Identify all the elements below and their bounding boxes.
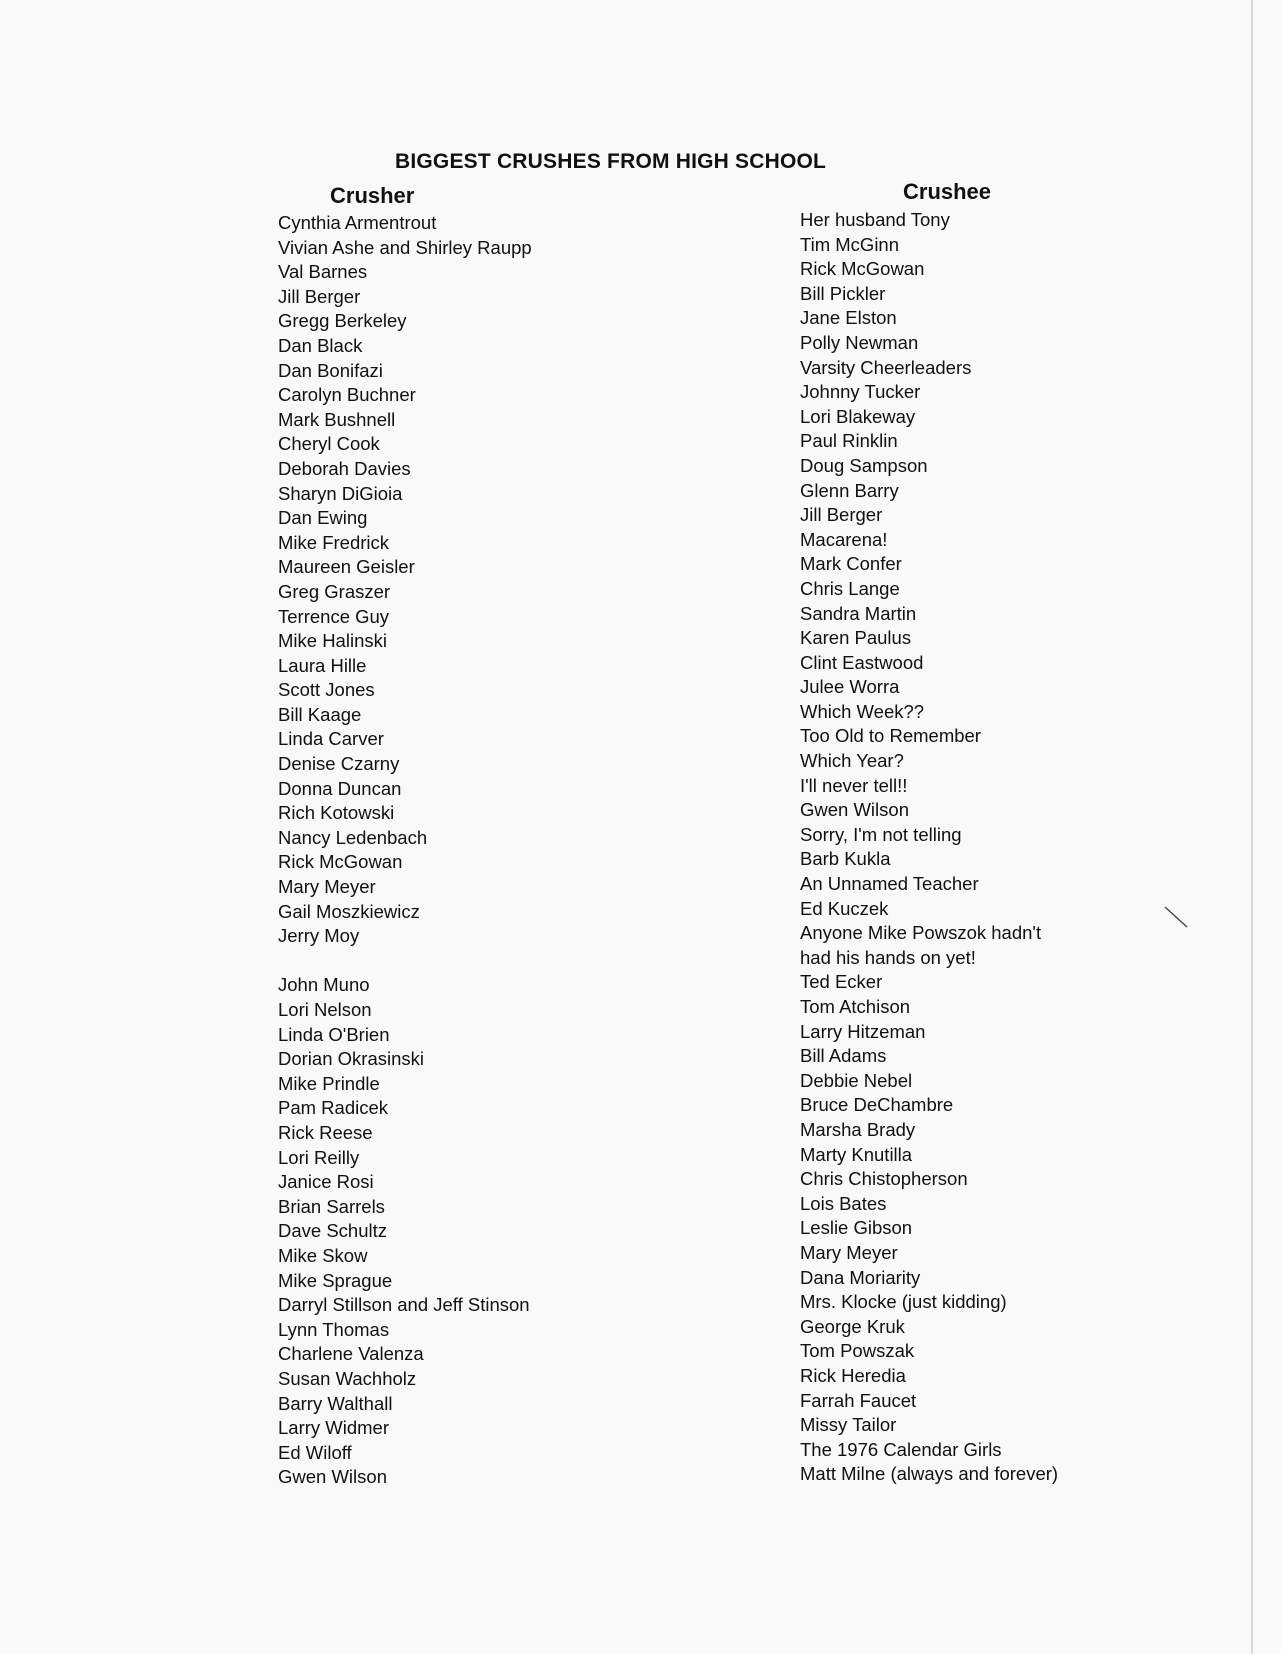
crusher-name: Nancy Ledenbach — [278, 826, 428, 848]
crushee-name: Tom Powszak — [800, 1340, 915, 1362]
crushee-name: Clint Eastwood — [800, 651, 924, 673]
crushee-name: Larry Hitzeman — [800, 1020, 926, 1042]
crusher-name: Larry Widmer — [278, 1417, 390, 1439]
crusher-name: Jill Berger — [278, 285, 361, 307]
crusher-name: Brian Sarrels — [278, 1195, 385, 1217]
crusher-name: Lori Reilly — [278, 1146, 360, 1168]
crushee-name: Tim McGinn — [800, 233, 900, 255]
crushee-name: I'll never tell!! — [800, 774, 908, 796]
crusher-name: Maureen Geisler — [278, 556, 415, 578]
crusher-name: Donna Duncan — [278, 777, 402, 799]
crusher-name: Ed Wiloff — [278, 1441, 352, 1463]
crusher-name: Janice Rosi — [278, 1171, 374, 1193]
crushee-name: had his hands on yet! — [800, 946, 976, 968]
crusher-name: Scott Jones — [278, 679, 375, 701]
crushee-name: George Kruk — [800, 1315, 905, 1337]
crusher-name — [278, 949, 532, 974]
crusher-list — [278, 211, 532, 1490]
crusher-name: Linda O'Brien — [278, 1023, 390, 1045]
crusher-name: Vivian Ashe and Shirley Raupp — [278, 236, 532, 258]
crusher-name: Mike Halinski — [278, 630, 387, 652]
crushee-name: Bill Pickler — [800, 282, 886, 304]
crusher-name: Mike Prindle — [278, 1072, 380, 1094]
crusher-name: Mark Bushnell — [278, 408, 396, 430]
crusher-column-header: Crusher — [330, 183, 415, 208]
crusher-name: Mike Sprague — [278, 1269, 393, 1291]
crusher-name: Lynn Thomas — [278, 1318, 390, 1340]
crushee-name: The 1976 Calendar Girls — [800, 1438, 1002, 1460]
crushee-name: Marsha Brady — [800, 1118, 916, 1140]
crushee-list — [800, 208, 1058, 1487]
crushee-name: Too Old to Remember — [800, 725, 981, 747]
crusher-name: Dave Schultz — [278, 1220, 387, 1242]
crusher-name: Val Barnes — [278, 261, 368, 283]
crusher-name: Mike Skow — [278, 1244, 368, 1266]
crusher-name: Jerry Moy — [278, 925, 360, 947]
crusher-name: Cynthia Armentrout — [278, 212, 437, 233]
crushee-name: Doug Sampson — [800, 454, 928, 476]
crusher-name: John Muno — [278, 974, 370, 996]
crusher-name: Gregg Berkeley — [278, 310, 407, 332]
crusher-name: Dan Black — [278, 334, 363, 356]
crushee-name: An Unnamed Teacher — [800, 873, 979, 895]
crushee-name: Farrah Faucet — [800, 1389, 917, 1411]
crushee-name: Paul Rinklin — [800, 430, 898, 452]
crushee-name: Lori Blakeway — [800, 405, 916, 427]
page-title: BIGGEST CRUSHES FROM HIGH SCHOOL — [395, 150, 827, 173]
crusher-name: Susan Wachholz — [278, 1367, 417, 1389]
crushee-name: Julee Worra — [800, 676, 900, 698]
crusher-name: Bill Kaage — [278, 703, 362, 725]
page-edge — [1251, 0, 1253, 1654]
crusher-name: Terrence Guy — [278, 605, 390, 627]
crushee-name: Karen Paulus — [800, 627, 912, 649]
crushee-name: Varsity Cheerleaders — [800, 356, 972, 378]
crusher-name: Barry Walthall — [278, 1392, 393, 1414]
crushee-name: Missy Tailor — [800, 1414, 897, 1436]
crusher-name: Rick Reese — [278, 1121, 373, 1143]
crushee-name: Bill Adams — [800, 1045, 887, 1067]
crushee-name: Lois Bates — [800, 1192, 887, 1214]
crusher-name: Laura Hille — [278, 654, 367, 676]
crusher-name: Darryl Stillson and Jeff Stinson — [278, 1294, 530, 1316]
crushee-name: Rick Heredia — [800, 1364, 906, 1386]
crushee-name: Dana Moriarity — [800, 1266, 921, 1288]
crushee-name: Chris Chistopherson — [800, 1168, 968, 1190]
crushee-name: Polly Newman — [800, 331, 919, 353]
crusher-name: Deborah Davies — [278, 457, 411, 479]
crusher-name: Mike Fredrick — [278, 531, 390, 553]
crushee-name: Macarena! — [800, 528, 888, 550]
crushee-name: Johnny Tucker — [800, 381, 921, 403]
crusher-name: Rich Kotowski — [278, 802, 395, 824]
crushee-name: Which Year? — [800, 750, 904, 772]
crushee-name: Ed Kuczek — [800, 897, 889, 919]
crushee-name: Leslie Gibson — [800, 1217, 913, 1239]
crushee-name: Barb Kukla — [800, 848, 891, 870]
crushee-name: Gwen Wilson — [800, 799, 909, 821]
crusher-name: Lori Nelson — [278, 999, 372, 1020]
crushee-name: Her husband Tony — [800, 209, 950, 230]
crusher-name: Denise Czarny — [278, 753, 400, 775]
crusher-name: Cheryl Cook — [278, 433, 380, 455]
crusher-name: Dan Bonifazi — [278, 359, 383, 381]
crusher-name: Dorian Okrasinski — [278, 1048, 424, 1070]
crusher-name: Gwen Wilson — [278, 1466, 387, 1488]
crushee-name: Chris Lange — [800, 577, 900, 599]
crushee-name: Sorry, I'm not telling — [800, 823, 962, 845]
crushee-name: Mark Confer — [800, 553, 902, 575]
crushee-name: Debbie Nebel — [800, 1069, 913, 1091]
crusher-name: Mary Meyer — [278, 876, 376, 898]
crushee-name: Jill Berger — [800, 504, 883, 526]
pen-mark-icon — [1163, 904, 1189, 930]
crushee-name: Which Week?? — [800, 700, 925, 722]
crushee-name: Rick McGowan — [800, 258, 925, 280]
crushee-name: Mary Meyer — [800, 1241, 898, 1263]
crushee-name: Anyone Mike Powszok hadn't — [800, 922, 1042, 944]
crusher-name: Pam Radicek — [278, 1097, 389, 1119]
crushee-name: Matt Milne (always and forever) — [800, 1463, 1059, 1485]
crusher-name: Charlene Valenza — [278, 1343, 424, 1365]
crushee-name: Sandra Martin — [800, 602, 917, 624]
crusher-name: Gail Moszkiewicz — [278, 900, 420, 922]
crusher-name: Rick McGowan — [278, 851, 403, 873]
crushee-name: Glenn Barry — [800, 479, 899, 501]
crushee-name: Jane Elston — [800, 307, 897, 329]
crusher-name: Dan Ewing — [278, 507, 368, 529]
crusher-name: Greg Graszer — [278, 580, 391, 602]
crushee-name: Marty Knutilla — [800, 1143, 913, 1165]
crusher-name: Linda Carver — [278, 728, 384, 750]
crushee-name: Mrs. Klocke (just kidding) — [800, 1291, 1007, 1313]
crushee-name: Bruce DeChambre — [800, 1094, 954, 1116]
crusher-name: Carolyn Buchner — [278, 384, 416, 406]
crushee-name: Ted Ecker — [800, 971, 883, 993]
crusher-name: Sharyn DiGioia — [278, 482, 403, 504]
crushee-column-header: Crushee — [903, 179, 992, 204]
crushee-name: Tom Atchison — [800, 996, 911, 1017]
